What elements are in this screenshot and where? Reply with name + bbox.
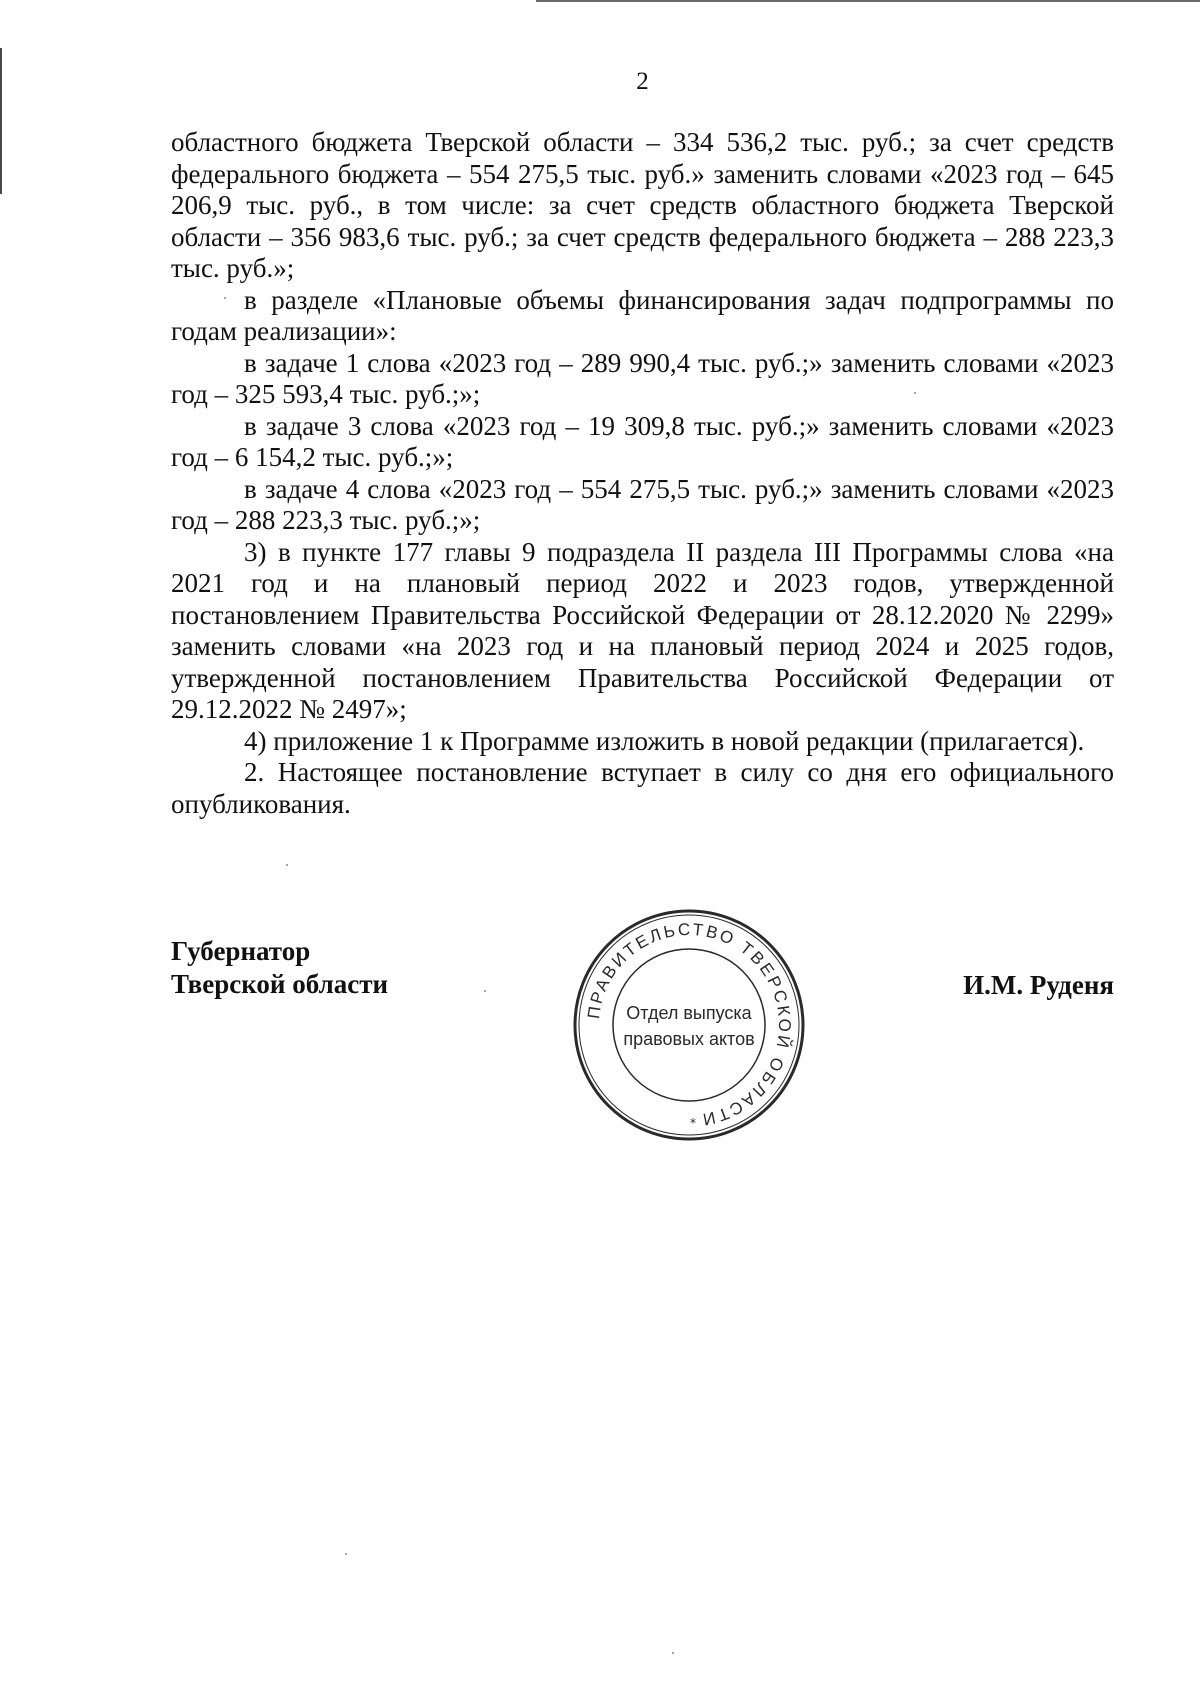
scan-speck [672,1652,674,1654]
stamp-center-line2: правовых актов [623,1029,755,1049]
scan-speck [914,392,916,394]
paragraph-item-3: 3) в пункте 177 главы 9 подраздела II раздела III Программы слова «на 2021 год и на плановый период 2022 и 2023 годов, утвержденной постановлением Правительства Российской Федерации от 28.12.2020 № 2299» заменить словами «на 2023 год и на плановый период 2024 и 2025 годов, утвержденной постановлением Правительства Российской Федерации от 29.12.2022 № 2497»; [171,536,1114,724]
paragraph-task-4: в задаче 4 слова «2023 год – 554 275,5 тыс. руб.;» заменить словами «2023 год – 288 223,3 тыс. руб.;»; [171,473,1114,535]
stamp-ring-text: ПРАВИТЕЛЬСТВО ТВЕРСКОЙ ОБЛАСТИ [584,919,795,1130]
scan-speck [224,297,226,299]
scan-speck [484,990,486,992]
paragraph-task-1: в задаче 1 слова «2023 год – 289 990,4 тыс. руб.;» заменить словами «2023 год – 325 593,4 тыс. руб.;»; [171,347,1114,409]
scan-speck [345,1553,347,1555]
paragraph-effective-date: 2. Настоящее постановление вступает в силу со дня его официального опубликования. [171,757,1114,819]
page-number: 2 [636,68,649,95]
scan-speck [286,864,288,866]
stamp-inner-ring [613,949,765,1101]
stamp-outer-ring [575,911,803,1139]
signature-name: И.М. Руденя [963,970,1114,1000]
stamp-center-line1: Отдел выпуска [626,1003,752,1023]
signature-position-line2: Тверской области [171,969,389,999]
paragraph-task-3: в задаче 3 слова «2023 год – 19 309,8 тыс. руб.;» заменить словами «2023 год – 6 154,2 тыс. руб.;»; [171,410,1114,472]
official-stamp [569,905,809,1145]
scan-edge-top [536,0,1200,2]
paragraph-item-4: 4) приложение 1 к Программе изложить в новой редакции (прилагается). [244,725,1085,756]
document-body [171,127,1114,820]
paragraph-continuation: областного бюджета Тверской области – 334 536,2 тыс. руб.; за счет средств федерального бюджета – 554 275,5 тыс. руб.» заменить словами «2023 год – 645 206,9 тыс. руб., в том числе: за счет средств областного бюджета Тверской области – 356 983,6 тыс. руб.; за счет средств федерального бюджета – 288 223,3 тыс. руб.»; [171,127,1114,283]
signature-position-line1: Губернатор [171,936,311,966]
paragraph-section-plan: в разделе «Плановые объемы финансирования задач подпрограммы по годам реализации»: [171,284,1114,346]
stamp-star: * [690,1116,696,1130]
stamp-outer-ring-thin [579,915,799,1135]
signature-position [171,935,388,1001]
